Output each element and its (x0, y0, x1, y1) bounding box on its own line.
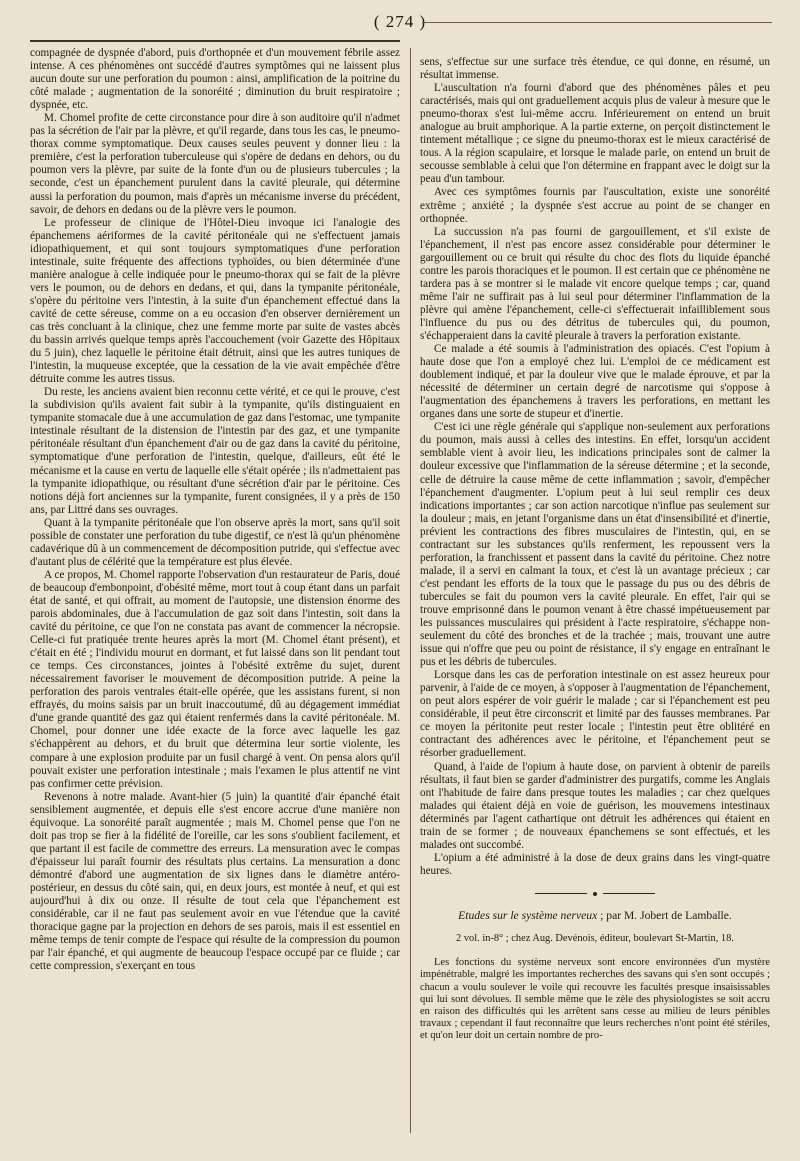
review-body (420, 957, 770, 1042)
right-paragraph-7: Lorsque dans les cas de perforation intestinale on est assez heureux pour parvenir, à l'aide de ce moyen, à s'opposer à l'augmentation de l'épanchement, on peut alors espérer de voir guérir le malade ; car si l'épanchement est peu considérable, il peut être circonscrit et limité par des fausses membranes. Par ce moyen la péritonite peut rester locale ; l'intestin peut être oblitéré en contractant des adhérences avec le péritoine, et l'épanchement peut se résorber graduellement. (420, 669, 770, 760)
right-paragraph-5: Ce malade a été soumis à l'administration des opiacés. C'est l'opium à haute dose que l'on a employé chez lui. L'emploi de ce médicament est doublement indiqué, et par la douleur vive que le malade éprouve, et par la nécessité de déterminer un certain degré de narcotisme qui s'oppose à l'augmentation des épanchemens à travers les perforations, en mettant les organes dans une sorte de stupeur et d'inertie. (420, 343, 770, 421)
right-paragraph-4: La succussion n'a pas fourni de gargouillement, et s'il existe de l'épanchement, il n'est pas encore assez considérable pour déterminer le gargouillement ou ce bruit qui résulte du choc des flots du liquide épanché contre les parois thoraciques et le poumon. Il est certain que ce phénomène ne tardera pas à se montrer si le malade vit encore quelque temps ; car, quand même l'air ne suffirait pas à lui seul pour déterminer l'inflammation de la plèvre qui amène l'épanchement, celle-ci s'effectuerait infailliblement sous l'influence du pus ou des détritus de tubercules qui, du poumon, s'échapperaient dans la cavité pleurale à travers la perforation existante. (420, 225, 770, 342)
left-paragraph-5: Quant à la tympanite péritonéale que l'on observe après la mort, sans qu'il soit possible de constater une perforation du tube digestif, ce n'est là qu'un phénomène cadavérique dû à un commencement de décomposition putride, qui s'effectue avec d'autant plus de célérité que la température est plus élevée. (30, 516, 400, 568)
review-paragraph: Les fonctions du système nerveux sont encore environnées d'un mystère impénétrable, malgré les importantes recherches des savans qui s'en sont occupés ; chacun a voulu soulever le voile qui recouvre les facultés presque insaisissables qui lui sont dévolues. Il semble même que le zèle des physiologistes se soit accru en raison des difficultés qui les arrêtent sans cesse au milieu de leurs pénibles travaux ; cependant il faut reconnaître que leurs recherches n'ont point été stériles, et qu'on leur doit un certain nombre de pro- (420, 957, 770, 1042)
column-divider (410, 48, 411, 1133)
left-paragraph-4: Du reste, les anciens avaient bien reconnu cette vérité, et ce qui le prouve, c'est la subdivision qu'ils avaient fait subir à la tympanite, qu'ils distinguaient en tympanite stomacale due à une accumulation de gaz dans l'estomac, une tympanite intestinale résultant de la distension de l'intestin par des gaz, et une tympanite péritonéale résultant d'un épanchement d'air ou de gaz dans la cavité du péritoine, symptomatique d'une perforation de l'intestin, quelque, d'ailleurs, eût été le mécanisme et la cause en vertu de laquelle elle s'était opérée ; ils n'admettaient pas la tympanite idiopathique, ou résultant d'une sécrétion d'air par le péritoine. Ces notions déjà fort anciennes sur la tympanite, furent consignées, il y a près de 150 ans, par Littré dans ses ouvrages. (30, 386, 400, 516)
section-separator-ornament (420, 887, 770, 900)
header-rule-right (422, 22, 772, 23)
page-number: ( 274 ) (373, 12, 427, 31)
review-title (420, 909, 770, 922)
left-paragraph-2: M. Chomel profite de cette circonstance pour dire à son auditoire qu'il n'admet pas la sécrétion de l'air par la plèvre, et qu'il regarde, dans tous les cas, le pneumo-thorax comme symptomatique. Deux causes seules peuvent y donner lieu : la première, c'est la perforation tuberculeuse qui s'opère de dedans en dehors, ou du poumon vers la plèvre, par suite de la fonte d'un ou de plusieurs tubercules ; la seconde, c'est un épanchement purulent dans la cavité pleurale, qui détermine aussi la perforation du poumon, mais d'après un mécanisme inverse du précédent, savoir, de dehors en dedans ou de la plèvre vers le poumon. (30, 112, 400, 216)
left-paragraph-3: Le professeur de clinique de l'Hôtel-Dieu invoque ici l'analogie des épanchemens aériformes de la cavité péritonéale qui ne s'effectuent jamais idiopathiquement, et qui sont toujours symptomatiques d'une perforation intestinale, suite fréquente des affections typhoïdes, ou bien déterminée d'une manière analogue à celle indiquée pour le pneumo-thorax qui se fait de la plèvre vers le poumon, ou de dehors en dedans, et qui, dans la tympanite péritonéale, s'opère du péritoine vers l'intestin, à la suite d'un épanchement effectué dans la cavité de cette séreuse, comme on a eu occasion d'en observer dernièrement un cas très concluant à la clinique, chez une femme morte par suite de vastes abcès du bassin arrivés quelque temps après l'accouchement (voir Gazette des Hôpitaux du 5 juin), chez laquelle le péritoine était détruit, ainsi que les autres tuniques de l'intestin, la muqueuse exceptée, que la cessation de la vie avait empêchée d'être détruite comme les autres tissus. (30, 216, 400, 386)
right-paragraph-8: Quand, à l'aide de l'opium à haute dose, on parvient à obtenir de pareils résultats, il faut bien se garder d'administrer des purgatifs, comme les Anglais ont l'habitude de faire dans presque toutes les maladies ; car chez quelques malades qui étaient déjà en voie de guérison, les mouvemens intestinaux déterminés par l'agent cathartique ont détruit les adhérences qui étaient en train de se former ; de nouveaux épanchemens se sont effectués, et les malades ont succombé. (420, 760, 770, 851)
left-paragraph-6: A ce propos, M. Chomel rapporte l'observation d'un restaurateur de Paris, doué de beaucoup d'embonpoint, d'obésité même, mort tout à coup étant dans un parfait état de santé, et qui offrait, au moment de l'autopsie, une distension énorme des parois abdominales, due à l'accumulation de gaz soit dans l'intestin, soit dans la cavité du péritoine, ce que l'on ne constata pas avant de commencer la nécropsie. Celle-ci fut pratiquée trente heures après la mort (M. Chomel étant présent), et c'était en été ; l'individu mourut en dormant, et fut laissé dans son lit pendant tout ce temps. Ces circonstances, jointes à l'obésité extrême du sujet, durent nécessairement favoriser le mouvement de décomposition putride. A peine la perforation des parois ventrales était-elle opérée, que les assistans furent, si non effrayés, du moins saisis par un bruit inaccoutumé, dû au dégagement immédiat d'une grande quantité des gaz qui étaient renfermés dans la cavité péritonéale. M. Chomel, pour donner une idée exacte de la force avec laquelle les gaz s'échappèrent au dehors, et du bruit que détermina leur sortie violente, les compare à une explosion produite par un fusil chargé à vent. On pensa alors qu'il pouvait exister une perforation intestinale ; mais l'examen le plus attentif ne vint pas confirmer cette prévision. (30, 568, 400, 790)
review-author: ; par M. Jobert de Lamballe. (597, 909, 732, 922)
header-rule-left (30, 40, 400, 42)
left-paragraph-7: Revenons à notre malade. Avant-hier (5 juin) la quantité d'air épanché était sensiblement augmentée, et depuis elle s'est encore accrue d'une manière non équivoque. La sonoréité paraît augmentée ; mais M. Chomel pense que l'on ne doit pas trop se fier à la fidélité de l'oreille, car les sons s'oublient facilement, et que partant il est facile de commettre des erreurs. La mensuration avec le compas d'épaisseur lui paraît fournir des résultats plus certains. La mensuration a donc démontré d'abord une augmentation de six lignes dans le diamètre antéro-postérieur, en dessus du côté sain, qui, en deux jours, est montée à neuf, et qui est aujourd'hui à dix ou onze. Il résulte de tout cela que l'épanchement est considérable, car il ne faut pas seulement avoir en vue l'étendue que la cavité thoracique gagne par la projection en dehors de ses parois, mais il est essentiel en même temps de tenir compte de l'espace qui résulte de la compression du poumon par l'air épanché, et qui augmente de beaucoup l'espace occupé par ce fluide ; car cette compression, s'exerçant en tous (30, 790, 400, 973)
review-book-title: Etudes sur le système nerveux (458, 909, 598, 922)
left-paragraph-1: compagnée de dyspnée d'abord, puis d'orthopnée et d'un mouvement fébrile assez intense. A ces phénomènes ont succédé d'autres symptômes qui ne laissent plus aucun doute sur une perforation du poumon : ainsi, amplification de la poitrine du côté malade ; augmentation de la sonoréité ; diminution du bruit respiratoire ; dyspnée, etc. (30, 47, 400, 112)
left-column (30, 47, 400, 1145)
right-paragraph-6: C'est ici une règle générale qui s'applique non-seulement aux perforations du poumon, mais aussi à celles des intestins. En effet, lorsqu'un accident semblable vient à avoir lieu, les indications principales sont de calmer la douleur excessive que l'inflammation de la séreuse détermine ; et la seconde, celle de détruire la cause même de cette inflammation ; savoir, d'empêcher l'épanchement d'augmenter. L'opium peut à lui seul remplir ces deux indications importantes ; car son action narcotique n'influe pas seulement sur la douleur ; mais, en jetant l'organisme dans un état d'insensibilité et d'inertie, prévient les contractions des fibres musculaires de l'intestin, qui, en se contractant sur les substances qu'ils renferment, les repoussent vers la perforation, la franchissent et passent dans la cavité du péritoine. Chez notre malade, il a servi en calmant la toux, et c'est là un avantage précieux ; car c'est pendant les efforts de la toux que le passage du pus ou des débris de tubercules se fait du poumon vers la cavité pleurale. En effet, l'air qui se trouve emprisonné dans le poumon venant à être chassé impétueusement par les puissances musculaires qui président à l'acte respiratoire, s'échappe non-seulement du côté des bronches et de la trachée ; mais, trouvant une autre issue qui n'offre que peu ou point de résistance, il s'y engage en entraînant le pus et les débris de tubercules. (420, 421, 770, 669)
right-paragraph-3: Avec ces symptômes fournis par l'auscultation, existe une sonoréité extrême ; anxiété ; la dyspnée s'est accrue au point de se changer en orthopnée. (420, 186, 770, 225)
right-paragraph-1: sens, s'effectue sur une surface très étendue, ce qui donne, en résumé, un résultat immense. (420, 56, 770, 82)
right-paragraph-2: L'auscultation n'a fourni d'abord que des phénomènes pâles et peu caractérisés, mais qui ont graduellement acquis plus de valeur à mesure que le pneumo-thorax s'est lui-même accru. Inférieurement on entend un bruit analogue au bruit amphorique. A la partie externe, on perçoit distinctement le tintement métallique ; ce signe du pneumo-thorax est le mieux caractérisé de tous. A la région scapulaire, et lorsque le malade parle, on entend un bruit de secousse semblable à celui que l'on détermine en frappant avec le doigt sur la peau d'un tambour. (420, 82, 770, 186)
right-paragraph-9: L'opium a été administré à la dose de deux grains dans les vingt-quatre heures. (420, 851, 770, 877)
right-column (420, 56, 770, 1142)
review-imprint: 2 vol. in-8° ; chez Aug. Devénois, éditeur, boulevart St-Martin, 18. (456, 933, 734, 945)
